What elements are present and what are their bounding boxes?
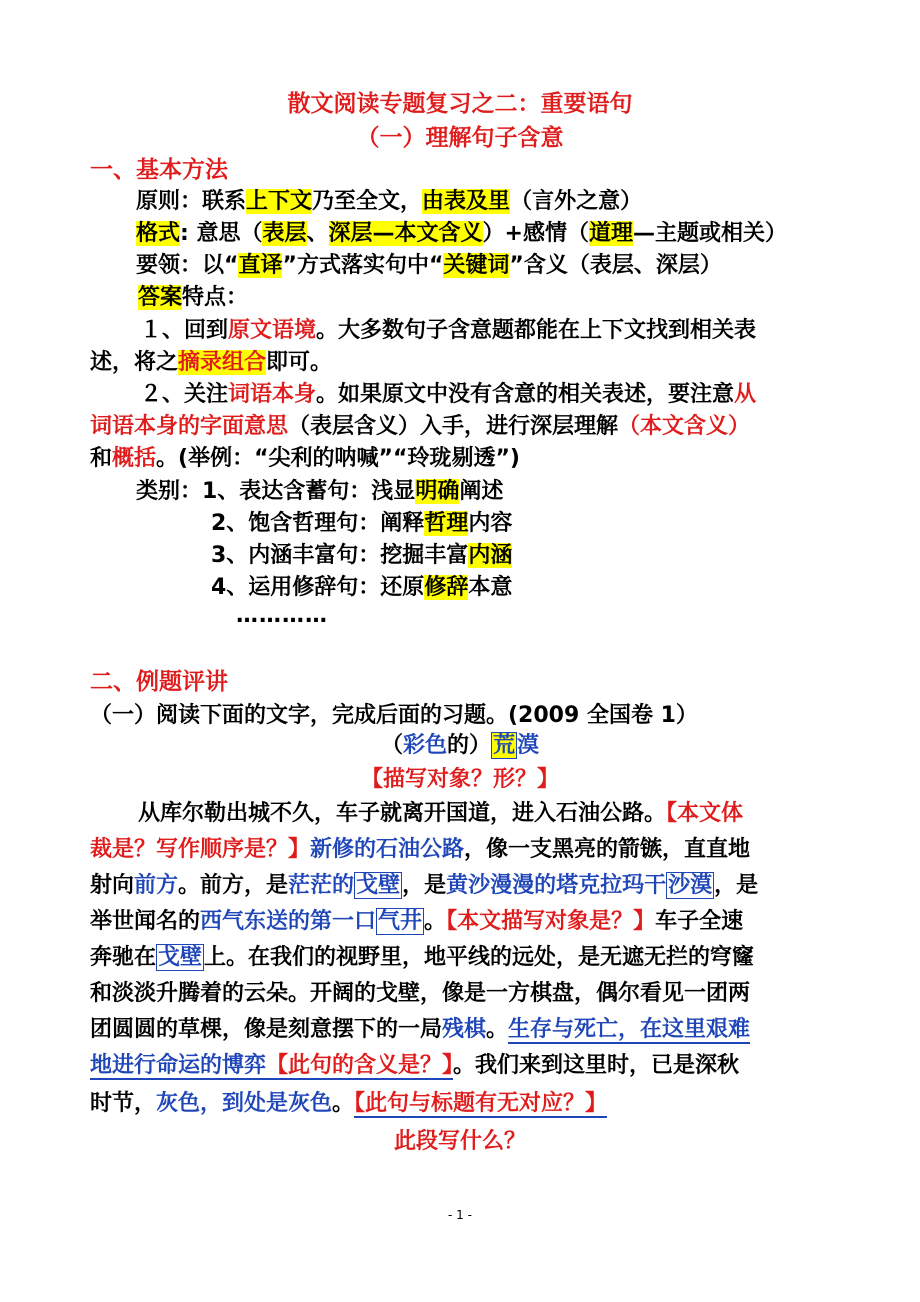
type-item: 2、饱含哲理句：阐释哲理内容: [211, 511, 513, 536]
essay-line: 裁是？写作顺序是？】新修的石油公路，像一支黑亮的箭镞，直直地: [90, 837, 751, 862]
essay-line: 和淡淡升腾着的云朵。开阔的戈壁，像是一方棋盘，偶尔看见一团两: [90, 981, 751, 1006]
section1-heading: 一、基本方法: [90, 157, 228, 183]
essay-line: 团圆圆的草棵，像是刻意摆下的一局残棋。生存与死亡，在这里艰难: [90, 1017, 751, 1042]
point2-line3: 和概括。(举例：“尖利的呐喊”“玲珑剔透”): [90, 446, 520, 471]
type-item: 类别：1、表达含蓄句：浅显明确阐述: [136, 479, 504, 504]
essay-title: （彩色的）荒漠: [380, 733, 540, 758]
document-title: 散文阅读专题复习之二：重要语句: [287, 91, 633, 117]
essay-line: 时节，灰色，到处是灰色。【此句与标题有无对应？】: [90, 1091, 608, 1116]
task-line: （一）阅读下面的文字，完成后面的习题。(2009 全国卷 1）: [90, 703, 698, 728]
answer-line: 答案特点：: [138, 285, 249, 310]
essay-line: 举世闻名的西气东送的第一口气井。【本文描写对象是？】车子全速: [90, 909, 744, 934]
essay-line: 从库尔勒出城不久，车子就离开国道，进入石油公路。【本文体: [138, 801, 744, 826]
ellipsis: …………: [236, 603, 328, 628]
type-item: 3、内涵丰富句：挖掘丰富内涵: [211, 543, 513, 568]
section2-heading: 二、例题评讲: [90, 669, 228, 695]
essay-line: 奔驰在戈壁上。在我们的视野里，地平线的远处，是无遮无拦的穹窿: [90, 945, 755, 970]
point2-line1: ２、关注词语本身。如果原文中没有含意的相关表述，要注意从: [140, 382, 757, 407]
question-paragraph: 此段写什么？: [393, 1129, 526, 1154]
key-line: 要领：以“直译”方式落实句中“关键词”含义（表层、深层）: [136, 253, 722, 278]
format-line: 格式: 意思（表层、深层—本文含义）+感情（道理—主题或相关）: [136, 221, 787, 246]
point1-line2: 述，将之摘录组合即可。: [90, 350, 333, 375]
essay-line: 射向前方。前方，是茫茫的戈壁，是黄沙漫漫的塔克拉玛干沙漠，是: [90, 873, 759, 898]
point2-line2: 词语本身的字面意思（表层含义）入手，进行深层理解（本文含义）: [90, 414, 751, 439]
page-number: - 1 -: [448, 1208, 472, 1222]
document-subtitle: （一）理解句子含意: [356, 125, 564, 151]
principle-line: 原则：联系上下文乃至全文，由表及里（言外之意）: [136, 189, 643, 214]
essay-line: 地进行命运的博弈【此句的含义是？】。我们来到这里时，已是深秋: [90, 1053, 740, 1078]
point1-line1: １、回到原文语境。大多数句子含意题都能在上下文找到相关表: [140, 318, 757, 343]
type-item: 4、运用修辞句：还原修辞本意: [211, 575, 513, 600]
question-object: 【描写对象？形？】: [360, 767, 559, 792]
